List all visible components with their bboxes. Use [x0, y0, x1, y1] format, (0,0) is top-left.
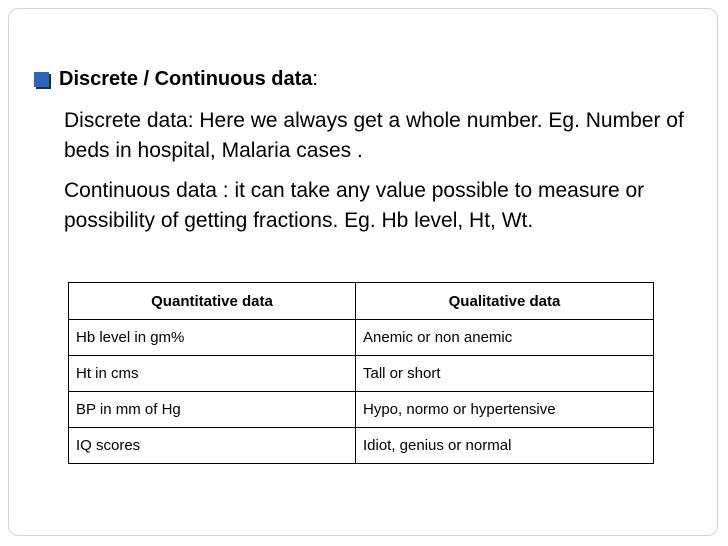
header-quantitative: Quantitative data — [69, 283, 356, 320]
table-cell: Idiot, genius or normal — [356, 428, 654, 464]
table-cell: Ht in cms — [69, 356, 356, 392]
bullet-colon: : — [312, 68, 318, 90]
table-row — [69, 392, 654, 428]
discrete-data-paragraph: Discrete data: Here we always get a whole number. Eg. Number of beds in hospital, Malaria cases . — [64, 109, 684, 162]
table-cell: Tall or short — [356, 356, 654, 392]
header-qualitative: Qualitative data — [356, 283, 654, 320]
bullet-heading — [34, 68, 318, 91]
continuous-data-paragraph: Continuous data : it can take any value possible to measure or possibility of getting fractions. Eg. Hb level, Ht, Wt. — [64, 179, 645, 232]
table-cell: Hypo, normo or hypertensive — [356, 392, 654, 428]
table-cell: IQ scores — [69, 428, 356, 464]
table-cell: Hb level in gm% — [69, 320, 356, 356]
table-row — [69, 356, 654, 392]
square-bullet-icon — [34, 72, 49, 87]
bullet-title: Discrete / Continuous data — [59, 68, 313, 90]
table-row — [69, 320, 654, 356]
table-cell: Anemic or non anemic — [356, 320, 654, 356]
data-types-table — [68, 282, 654, 464]
table-row — [69, 428, 654, 464]
table-header-row — [69, 283, 654, 320]
table-cell: BP in mm of Hg — [69, 392, 356, 428]
